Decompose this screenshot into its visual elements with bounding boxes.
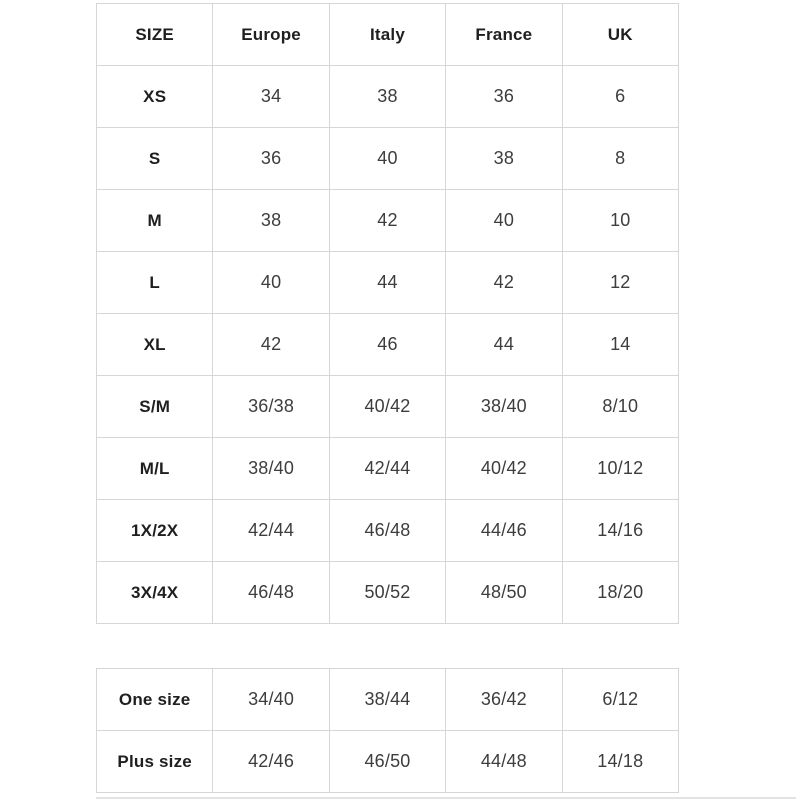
cell-uk: 12 bbox=[562, 252, 678, 314]
row-label: XL bbox=[97, 314, 213, 376]
cell-italy: 38/44 bbox=[329, 669, 445, 731]
cell-europe: 42/46 bbox=[213, 731, 329, 793]
cell-france: 38 bbox=[446, 128, 562, 190]
cell-italy: 42 bbox=[329, 190, 445, 252]
table-row bbox=[97, 314, 679, 376]
cell-uk: 14/16 bbox=[562, 500, 678, 562]
cell-europe: 38/40 bbox=[213, 438, 329, 500]
cell-italy: 44 bbox=[329, 252, 445, 314]
cell-france: 38/40 bbox=[446, 376, 562, 438]
cell-italy: 40 bbox=[329, 128, 445, 190]
column-header-uk: UK bbox=[562, 4, 678, 66]
cell-europe: 40 bbox=[213, 252, 329, 314]
cell-europe: 42/44 bbox=[213, 500, 329, 562]
table-row bbox=[97, 190, 679, 252]
table-row bbox=[97, 669, 679, 731]
cell-uk: 8 bbox=[562, 128, 678, 190]
special-sizes-table bbox=[96, 668, 679, 793]
cell-europe: 36/38 bbox=[213, 376, 329, 438]
cell-europe: 46/48 bbox=[213, 562, 329, 624]
cell-italy: 38 bbox=[329, 66, 445, 128]
table-row bbox=[97, 66, 679, 128]
cell-uk: 14/18 bbox=[562, 731, 678, 793]
cell-uk: 6/12 bbox=[562, 669, 678, 731]
row-label: L bbox=[97, 252, 213, 314]
cell-france: 36 bbox=[446, 66, 562, 128]
row-label: One size bbox=[97, 669, 213, 731]
cell-italy: 42/44 bbox=[329, 438, 445, 500]
table-row bbox=[97, 438, 679, 500]
table-row bbox=[97, 252, 679, 314]
cell-france: 44/48 bbox=[446, 731, 562, 793]
row-label: Plus size bbox=[97, 731, 213, 793]
cell-italy: 46 bbox=[329, 314, 445, 376]
cell-europe: 34 bbox=[213, 66, 329, 128]
cell-france: 42 bbox=[446, 252, 562, 314]
cell-france: 44 bbox=[446, 314, 562, 376]
row-label: S/M bbox=[97, 376, 213, 438]
column-header-france: France bbox=[446, 4, 562, 66]
column-header-size: SIZE bbox=[97, 4, 213, 66]
cell-france: 40/42 bbox=[446, 438, 562, 500]
special-sizes-table-body bbox=[97, 669, 679, 793]
cell-france: 40 bbox=[446, 190, 562, 252]
cell-france: 44/46 bbox=[446, 500, 562, 562]
row-label: M bbox=[97, 190, 213, 252]
cell-uk: 18/20 bbox=[562, 562, 678, 624]
cell-uk: 10 bbox=[562, 190, 678, 252]
cell-uk: 14 bbox=[562, 314, 678, 376]
cell-europe: 36 bbox=[213, 128, 329, 190]
cell-europe: 34/40 bbox=[213, 669, 329, 731]
row-label: XS bbox=[97, 66, 213, 128]
table-row bbox=[97, 128, 679, 190]
column-header-italy: Italy bbox=[329, 4, 445, 66]
cell-uk: 6 bbox=[562, 66, 678, 128]
cell-europe: 38 bbox=[213, 190, 329, 252]
table-row bbox=[97, 731, 679, 793]
cell-france: 48/50 bbox=[446, 562, 562, 624]
size-conversion-table bbox=[96, 3, 679, 624]
cell-france: 36/42 bbox=[446, 669, 562, 731]
row-label: S bbox=[97, 128, 213, 190]
cell-uk: 8/10 bbox=[562, 376, 678, 438]
row-label: M/L bbox=[97, 438, 213, 500]
row-label: 1X/2X bbox=[97, 500, 213, 562]
table-row bbox=[97, 562, 679, 624]
size-conversion-table-body bbox=[97, 66, 679, 624]
bottom-divider bbox=[96, 797, 796, 799]
row-label: 3X/4X bbox=[97, 562, 213, 624]
cell-italy: 40/42 bbox=[329, 376, 445, 438]
table-row bbox=[97, 500, 679, 562]
cell-italy: 46/50 bbox=[329, 731, 445, 793]
column-header-europe: Europe bbox=[213, 4, 329, 66]
cell-europe: 42 bbox=[213, 314, 329, 376]
cell-italy: 46/48 bbox=[329, 500, 445, 562]
table-row bbox=[97, 376, 679, 438]
header-row bbox=[97, 4, 679, 66]
cell-italy: 50/52 bbox=[329, 562, 445, 624]
cell-uk: 10/12 bbox=[562, 438, 678, 500]
size-conversion-table-header bbox=[97, 4, 679, 66]
